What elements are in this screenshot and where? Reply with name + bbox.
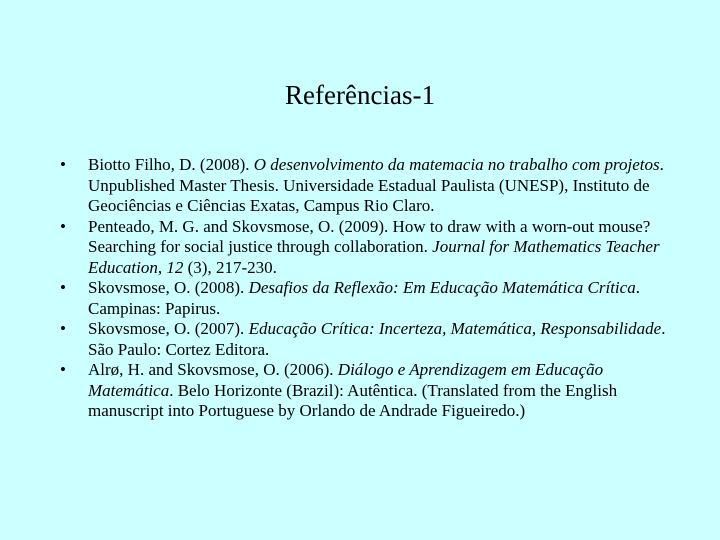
reference-2-details: (3), 217-230. [183,257,277,277]
reference-2-journal: Journal for Mathematics Teacher Education [88,237,660,277]
reference-5-authors: Alrø, H. and Skovsmose, O. (2006). [88,360,338,379]
reference-item-2 [60,217,670,279]
reference-2-authors: Penteado, M. G. and Skovsmose, O. (2009). How to draw with a worn-out mouse? Searching for social justice through collaboration. [88,216,651,256]
reference-2-separator: , [157,257,167,277]
slide-title [0,78,720,112]
bullet-icon: • [60,155,66,174]
reference-1-title: O desenvolvimento da matemacia no trabalho com projetos [253,155,660,174]
bullet-icon: • [60,278,66,297]
reference-4-details: . São Paulo: Cortez Editora. [88,319,666,359]
bullet-icon: • [60,360,66,379]
reference-item-1 [60,155,670,217]
reference-2-volume: 12 [166,257,184,277]
bullet-icon: • [60,216,66,236]
reference-4-authors: Skovsmose, O. (2007). [88,319,249,338]
reference-1-authors: Biotto Filho, D. (2008). [88,155,254,174]
reference-4-title: Educação Crítica: Incerteza, Matemática, Responsabilidade [248,319,662,338]
slide-title-text: Referências-1 [285,80,435,110]
reference-list [60,155,670,422]
reference-item-5 [60,360,670,422]
bullet-icon: • [60,319,66,338]
reference-3-details: . Campinas: Papirus. [88,278,640,318]
reference-5-title: Diálogo e Aprendizagem em Educação Matemática [88,360,604,400]
reference-3-authors: Skovsmose, O. (2008). [88,278,249,297]
reference-item-3 [60,278,670,319]
reference-3-title: Desafios da Reflexão: Em Educação Matemática Crítica [248,278,636,297]
reference-item-4 [60,319,670,360]
reference-5-details: . Belo Horizonte (Brazil): Autêntica. (Translated from the English manuscript into Portuguese by Orlando de Andrade Figueiredo.) [88,380,618,420]
reference-1-details: . Unpublished Master Thesis. Universidade Estadual Paulista (UNESP), Instituto de Geociências e Ciências Exatas, Campus Rio Claro. [88,155,664,215]
